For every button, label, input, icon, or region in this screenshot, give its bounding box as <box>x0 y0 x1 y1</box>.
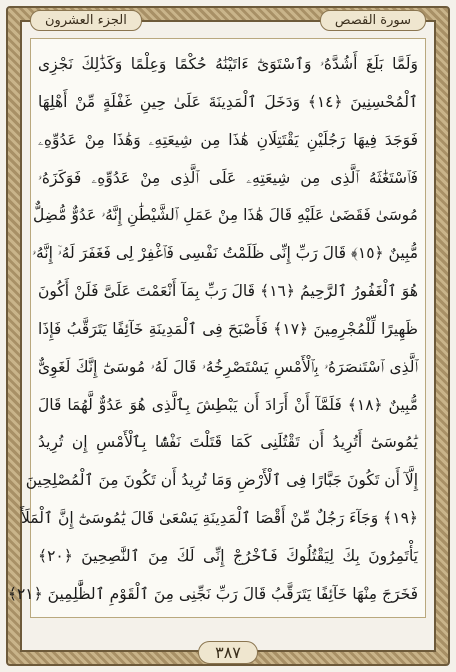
verse-line: ﴿١٩﴾ وَجَآءَ رَجُلٌ مِّنْ أَقْصَا ٱلْمَدِينَةِ يَسْعَىٰ قَالَ يَٰمُوسَىٰٓ إِنَّ ٱلْمَلَأَ <box>21 509 418 528</box>
verse-line: ٱلْمُحْسِنِينَ ﴿١٤﴾ وَدَخَلَ ٱلْمَدِينَةَ عَلَىٰ حِينِ غَفْلَةٍ مِّنْ أَهْلِهَا <box>38 92 418 111</box>
verse-line: مُّبِينٌ ﴿١٨﴾ فَلَمَّآ أَنْ أَرَادَ أَن يَبْطِشَ بِٱلَّذِى هُوَ عَدُوٌّ لَّهُمَا قَالَ <box>38 395 419 414</box>
verse-line: ٱلَّذِى ٱسْتَنصَرَهُۥ بِٱلْأَمْسِ يَسْتَصْرِخُهُۥ قَالَ لَهُۥ مُوسَىٰٓ إِنَّكَ لَغَوِىٌّ <box>38 357 418 376</box>
verse-line: وَلَمَّا بَلَغَ أَشُدَّهُۥ وَٱسْتَوَىٰٓ ءَاتَيْنَٰهُ حُكْمًا وَعِلْمًا وَكَذَٰلِكَ نَجْزِى <box>38 55 418 73</box>
verse-line: فَٱسْتَغَٰثَهُ ٱلَّذِى مِن شِيعَتِهِۦ عَلَى ٱلَّذِى مِنْ عَدُوِّهِۦ فَوَكَزَهُۥ <box>38 168 418 187</box>
verse-line: مُوسَىٰ فَقَضَىٰ عَلَيْهِ قَالَ هَٰذَا مِنْ عَمَلِ ٱلشَّيْطَٰنِ إِنَّهُۥ عَدُوٌّ مُّضِلٌّ <box>33 206 418 225</box>
juz-title: الجزء العشرون <box>30 10 142 31</box>
page-header <box>30 7 426 33</box>
verse-line: هُوَ ٱلْغَفُورُ ٱلرَّحِيمُ ﴿١٦﴾ قَالَ رَبِّ بِمَآ أَنْعَمْتَ عَلَىَّ فَلَنْ أَكُونَ <box>38 282 418 301</box>
verse-line: فَخَرَجَ مِنْهَا خَآئِفًا يَتَرَقَّبُ قَالَ رَبِّ نَجِّنِى مِنَ ٱلْقَوْمِ ٱلظَّٰلِمِينَ ﴿٢١﴾ <box>7 584 418 603</box>
surah-title: سورة القصص <box>320 10 426 31</box>
verse-line: فَوَجَدَ فِيهَا رَجُلَيْنِ يَقْتَتِلَانِ هَٰذَا مِن شِيعَتِهِۦ وَهَٰذَا مِنْ عَدُوِّهِۦ <box>38 130 418 149</box>
verse-line: ظَهِيرًا لِّلْمُجْرِمِينَ ﴿١٧﴾ فَأَصْبَحَ فِى ٱلْمَدِينَةِ خَآئِفًا يَتَرَقَّبُ فَإِذَا <box>38 319 418 338</box>
verse-line: مُّبِينٌ ﴿١٥﴾ قَالَ رَبِّ إِنِّى ظَلَمْتُ نَفْسِى فَٱغْفِرْ لِى فَغَفَرَ لَهُۥٓ إِنَّهُۥ <box>32 244 418 263</box>
verse-line: يَأْتَمِرُونَ بِكَ لِيَقْتُلُوكَ فَٱخْرُجْ إِنِّى لَكَ مِنَ ٱلنَّٰصِحِينَ ﴿٢٠﴾ <box>38 546 418 565</box>
verse-lines <box>7 46 419 612</box>
page-number: ٣٨٧ <box>198 641 258 664</box>
page-footer <box>0 638 456 666</box>
verse-line: يَٰمُوسَىٰٓ أَتُرِيدُ أَن تَقْتُلَنِى كَمَا قَتَلْتَ نَفْسًۢا بِٱلْأَمْسِ إِن تُرِيدُ <box>38 433 418 452</box>
verse-line: إِلَّآ أَن تَكُونَ جَبَّارًا فِى ٱلْأَرْضِ وَمَا تُرِيدُ أَن تَكُونَ مِنَ ٱلْمُصْلِحِينَ <box>25 471 418 490</box>
